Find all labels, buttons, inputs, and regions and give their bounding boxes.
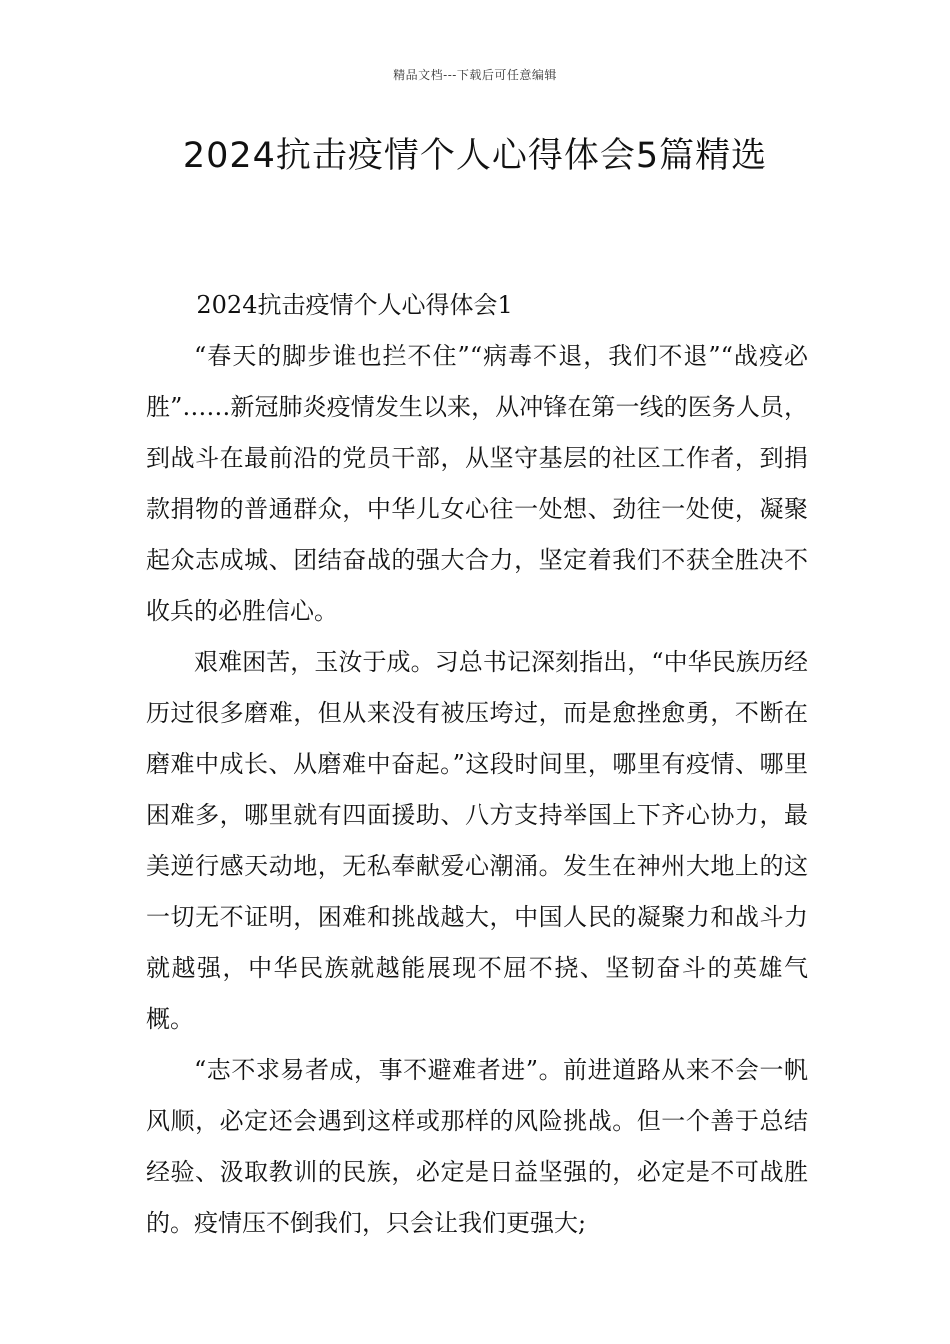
section-heading: 2024抗击疫情个人心得体会1 (196, 291, 513, 319)
paragraph-3: “志不求易者成，事不避难者进”。前进道路从来不会一帆风顺，必定还会遇到这样或那样的风险挑战。但一个善于总结经验、汲取教训的民族，必定是日益坚强的，必定是不可战胜的。疫情压不倒我们，只会让我们更强大; (146, 1056, 808, 1237)
paragraph-2: 艰难困苦，玉汝于成。习总书记深刻指出，“中华民族历经历过很多磨难，但从来没有被压垮过，而是愈挫愈勇，不断在磨难中成长、从磨难中奋起。”这段时间里，哪里有疫情、哪里困难多，哪里就有四面援助、八方支持举国上下齐心协力，最美逆行感天动地，无私奉献爱心潮涌。发生在神州大地上的这一切无不证明，困难和挑战越大，中国人民的凝聚力和战斗力就越强，中华民族就越能展现不屈不挠、坚韧奋斗的英雄气概。 (146, 648, 808, 1033)
paragraph-1: “春天的脚步谁也拦不住”“病毒不退，我们不退”“战疫必胜”……新冠肺炎疫情发生以来，从冲锋在第一线的医务人员，到战斗在最前沿的党员干部，从坚守基层的社区工作者，到捐款捐物的普通群众，中华儿女心往一处想、劲往一处使，凝聚起众志成城、团结奋战的强大合力，坚定着我们不获全胜决不收兵的必胜信心。 (146, 342, 808, 625)
document-body (146, 280, 808, 1249)
document-title: 2024抗击疫情个人心得体会5篇精选 (182, 136, 768, 176)
header-note: 精品文档---下载后可任意编辑 (393, 68, 557, 82)
